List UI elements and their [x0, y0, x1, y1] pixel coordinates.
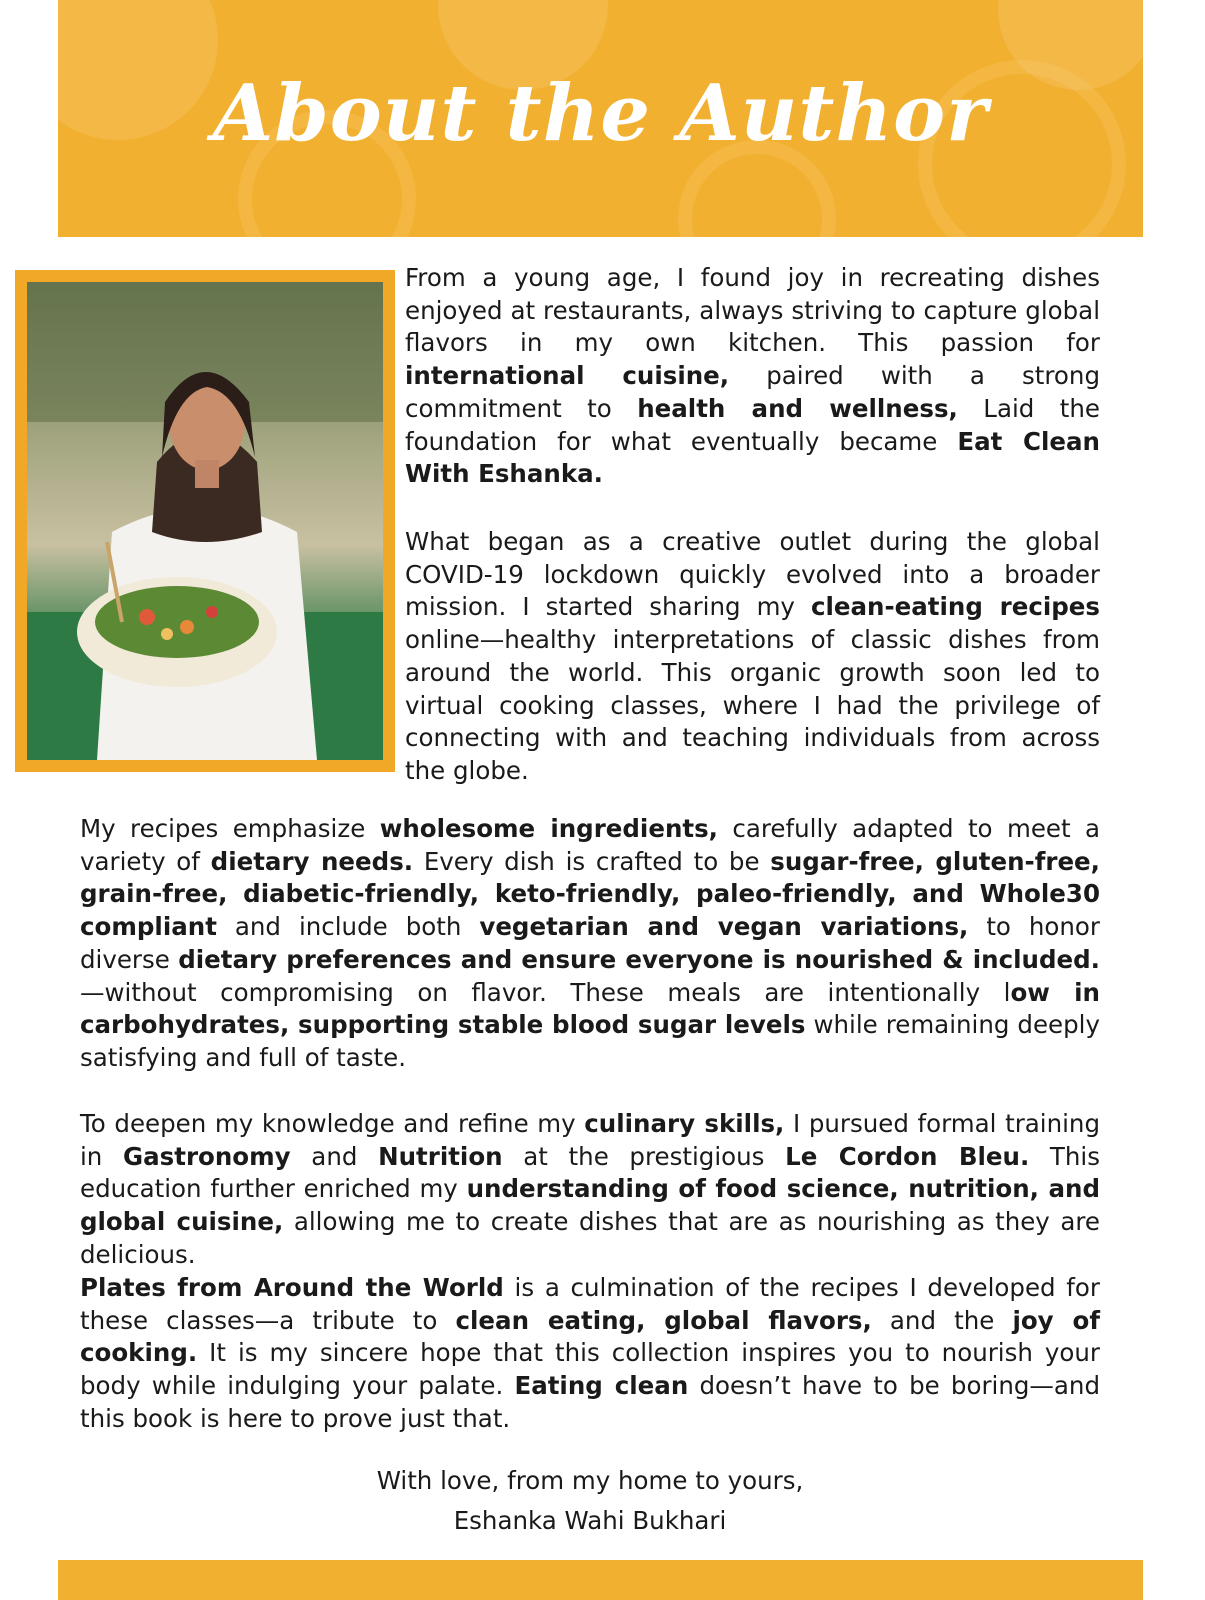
text-run: to honor diverse: [80, 912, 1100, 974]
text-run: —without compromising on flavor. These meals are intentionally l: [80, 977, 1011, 1007]
text-run: is a culmination of the recipes I developed for these classes—a tribute to: [80, 1273, 1100, 1335]
bold-phrase: vegetarian and vegan variations,: [479, 912, 969, 942]
bold-phrase: international cuisine,: [405, 361, 730, 391]
text-run: doesn’t have to be boring—and this book is here to prove just that.: [80, 1371, 1100, 1433]
bold-phrase: Eat Clean With Eshanka.: [405, 426, 1100, 489]
text-run: at the prestigious: [502, 1141, 786, 1171]
author-photo-frame: [15, 270, 395, 772]
bold-phrase: understanding of food science, nutrition, and global cuisine,: [80, 1174, 1100, 1237]
text-run: To deepen my knowledge and refine my: [80, 1109, 585, 1138]
text-run: and include both: [216, 912, 480, 942]
bold-phrase: clean-eating recipes: [810, 592, 1101, 622]
author-illustration: [27, 282, 383, 760]
paragraph-training: [80, 1108, 1100, 1272]
bold-phrase: joy of cooking.: [80, 1305, 1100, 1368]
text-run: paired with a strong commitment to: [405, 361, 1100, 423]
text-run: and: [290, 1141, 379, 1171]
text-run: What began as a creative outlet during the global COVID-19 lockdown quickly evolved into a broader mission. I started sharing my: [405, 527, 1100, 622]
bold-phrase: Gastronomy: [123, 1141, 291, 1171]
paragraph-mission: [405, 526, 1100, 788]
page-title: About the Author: [212, 68, 989, 159]
text-run: This education further enriched my: [80, 1141, 1100, 1204]
bold-phrase: wholesome ingredients,: [379, 814, 718, 843]
paragraph-recipes: [80, 813, 1100, 1075]
bold-phrase: clean eating, global flavors,: [455, 1305, 872, 1335]
paragraph-book: [80, 1272, 1100, 1436]
bold-phrase: ow in carbohydrates, supporting stable blood sugar levels: [80, 977, 1100, 1040]
bold-phrase: dietary needs.: [210, 846, 414, 876]
text-run: Laid the foundation for what eventually became: [405, 393, 1100, 456]
author-photo: [27, 282, 383, 760]
bold-phrase: health and wellness,: [637, 393, 958, 423]
text-run: online—healthy interpretations of classic dishes from around the world. This organic growth soon led to virtual cooking classes, where I had the privilege of connecting with and teaching individuals from across the globe.: [405, 625, 1100, 785]
bold-phrase: dietary preferences and ensure everyone is nourished & included.: [178, 944, 1100, 974]
text-run: while remaining deeply satisfying and full of taste.: [80, 1010, 1100, 1072]
bold-phrase: Nutrition: [378, 1141, 503, 1171]
text-run: Every dish is crafted to be: [413, 846, 771, 876]
text-run: carefully adapted to meet a variety of: [80, 814, 1101, 876]
text-run: It is my sincere hope that this collection inspires you to nourish your body while indulging your palate.: [80, 1338, 1100, 1401]
bold-phrase: Plates from Around the World: [80, 1273, 504, 1302]
bold-phrase: Eating clean: [514, 1371, 689, 1401]
footer-bar: [58, 1560, 1143, 1600]
header-banner: [58, 0, 1143, 237]
author-name: Eshanka Wahi Bukhari: [453, 1506, 727, 1535]
text-run: and the: [871, 1305, 1013, 1335]
paragraph-origin: [405, 262, 1100, 491]
bold-phrase: Le Cordon Bleu.: [785, 1141, 1030, 1171]
bold-phrase: culinary skills,: [584, 1109, 785, 1138]
text-run: My recipes emphasize: [80, 814, 380, 843]
text-run: From a young age, I found joy in recreating dishes enjoyed at restaurants, always striving to capture global flavors in my own kitchen. This passion for: [405, 263, 1100, 358]
signoff-line: With love, from my home to yours,: [376, 1466, 804, 1495]
bold-phrase: sugar-free, gluten-free, grain-free, diabetic-friendly, keto-friendly, paleo-friendly, and Whole30 compliant: [80, 846, 1100, 942]
text-run: I pursued formal training in: [80, 1109, 1101, 1171]
text-run: allowing me to create dishes that are as nourishing as they are delicious.: [80, 1207, 1100, 1269]
